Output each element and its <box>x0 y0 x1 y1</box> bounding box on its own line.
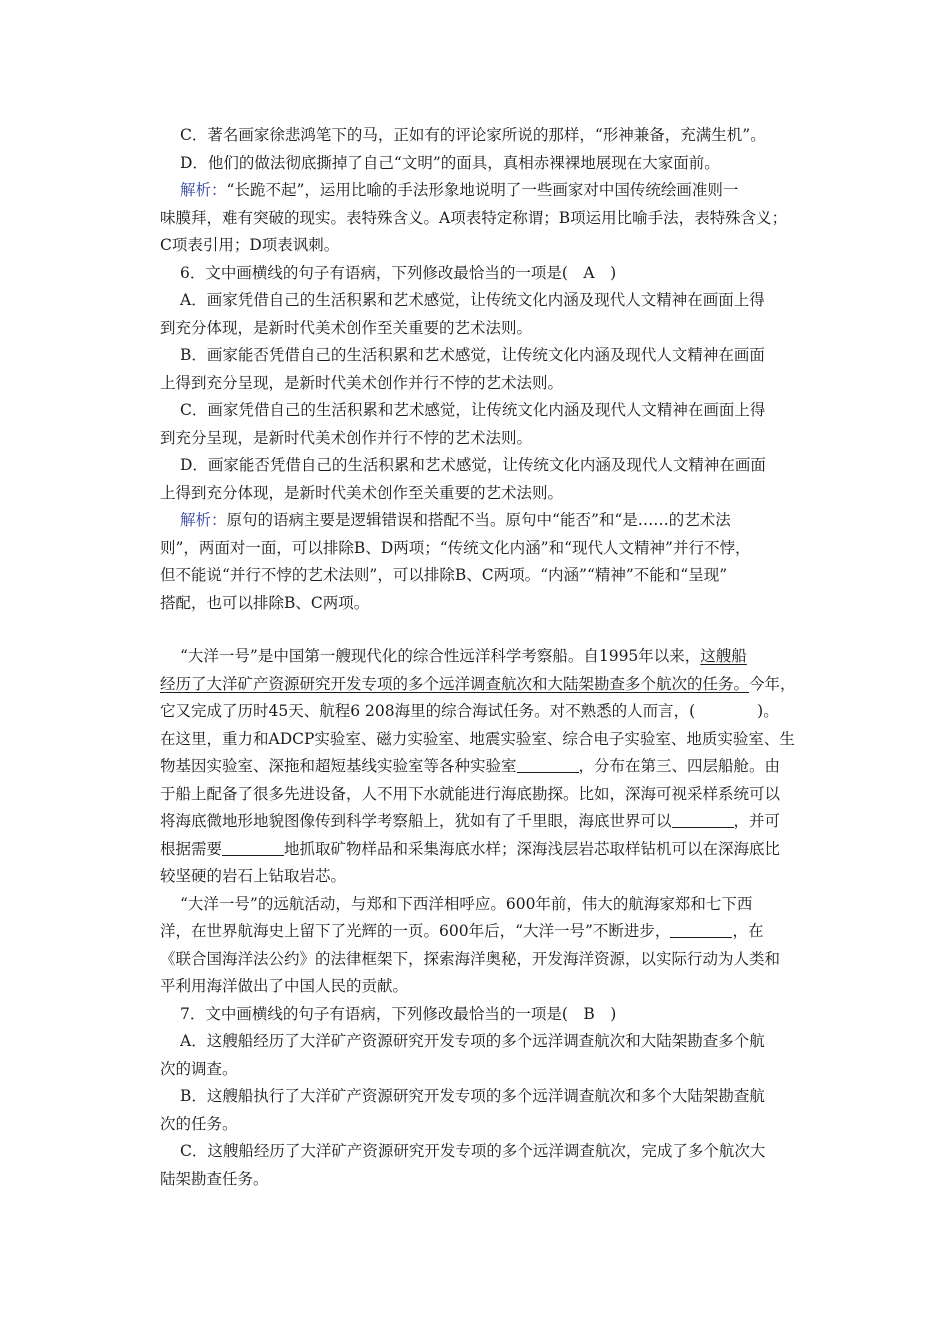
q6-option-a: A．画家凭借自己的生活积累和艺术感觉，让传统文化内涵及现代人文精神在画面上得 <box>180 291 765 309</box>
fill-blank <box>222 840 284 856</box>
q7-option-b: B．这艘船执行了大洋矿产资源研究开发专项的多个远洋调查航次和多个大陆架勘查航 <box>180 1087 765 1105</box>
q6-option-b-cont: 上得到充分呈现，是新时代美术创作并行不悖的艺术法则。 <box>160 373 564 392</box>
q6-analysis-line: 则”，两面对一面，可以排除B、D两项；“传统文化内涵”和“现代人文精神”并行不悖， <box>160 538 751 557</box>
q5-analysis-line: 解析：“长跪不起”，运用比喻的手法形象地说明了一些画家对中国传统绘画准则一 <box>180 181 739 199</box>
passage-line: 《联合国海洋法公约》的法律框架下，探索海洋奥秘，开发海洋资源，以实际行动为人类和 <box>160 949 781 968</box>
fill-blank <box>517 757 579 773</box>
q5-analysis-line: 味膜拜，难有突破的现实。表特殊含义。A项表特定称谓；B项运用比喻手法，表特殊含义； <box>160 208 788 227</box>
passage-line: “大洋一号”的远航活动，与郑和下西洋相呼应。600年前，伟大的航海家郑和七下西 <box>180 894 753 913</box>
fill-blank <box>672 812 734 828</box>
analysis-label: 解析： <box>180 181 227 199</box>
passage-line: 平利用海洋做出了中国人民的贡献。 <box>160 977 409 995</box>
q6-option-d-cont: 上得到充分体现，是新时代美术创作至关重要的艺术法则。 <box>160 483 564 502</box>
passage-line: “大洋一号”是中国第一艘现代化的综合性远洋科学考察船。自1995年以来，这艘船 <box>180 647 747 665</box>
passage-line: 在这里，重力和ADCP实验室、磁力实验室、地震实验室、综合电子实验室、地质实验室、生 <box>160 729 795 748</box>
underlined-sentence: 这艘船 <box>700 647 747 665</box>
section-gap <box>160 617 820 643</box>
document-body <box>160 122 820 1193</box>
passage-line: 经历了大洋矿产资源研究开发专项的多个远洋调查航次和大陆架勘查多个航次的任务。今年， <box>160 674 796 693</box>
fill-blank <box>670 922 732 938</box>
q6-option-c: C．画家凭借自己的生活积累和艺术感觉，让传统文化内涵及现代人文精神在画面上得 <box>180 401 766 419</box>
q5-option-c: C．著名画家徐悲鸿笔下的马，正如有的评论家所说的那样，“形神兼备，充满生机”。 <box>180 126 766 144</box>
q7-option-c-cont: 陆架勘查任务。 <box>160 1169 269 1188</box>
q6-option-b: B．画家能否凭借自己的生活积累和艺术感觉，让传统文化内涵及现代人文精神在画面 <box>180 346 765 364</box>
q6-option-c-cont: 到充分呈现，是新时代美术创作并行不悖的艺术法则。 <box>160 428 533 447</box>
q5-analysis-line: C项表引用；D项表讽刺。 <box>160 236 340 254</box>
q7-stem: 7．文中画横线的句子有语病，下列修改最恰当的一项是( B ) <box>180 1004 617 1023</box>
passage-line: 于船上配备了很多先进设备，人不用下水就能进行海底勘探。比如，深海可视采样系统可以 <box>160 784 781 803</box>
q7-option-c: C．这艘船经历了大洋矿产资源研究开发专项的多个远洋调查航次，完成了多个航次大 <box>180 1142 766 1160</box>
passage-line: 洋，在世界航海史上留下了光辉的一页。600年后，“大洋一号”不断进步， ，在 <box>160 922 764 940</box>
q6-option-a-cont: 到充分体现，是新时代美术创作至关重要的艺术法则。 <box>160 318 533 337</box>
passage-line: 将海底微地形地貌图像传到科学考察船上，犹如有了千里眼，海底世界可以 ，并可 <box>160 812 781 830</box>
passage-line: 根据需要 地抓取矿物样品和采集海底水样；深海浅层岩芯取样钻机可以在深海底比 <box>160 839 781 858</box>
q7-option-a: A．这艘船经历了大洋矿产资源研究开发专项的多个远洋调查航次和大陆架勘查多个航 <box>180 1032 765 1050</box>
q6-analysis-line: 但不能说“并行不悖的艺术法则”，可以排除B、C两项。“内涵”“精神”不能和“呈现” <box>160 566 728 584</box>
passage-line: 较坚硬的岩石上钻取岩芯。 <box>160 867 347 885</box>
passage-line: 它又完成了历时45天、航程6 208海里的综合海试任务。对不熟悉的人而言，( )。 <box>160 702 779 720</box>
q7-option-b-cont: 次的任务。 <box>160 1114 238 1133</box>
q6-analysis-line: 解析：原句的语病主要是逻辑错误和搭配不当。原句中“能否”和“是……的艺术法 <box>180 511 731 529</box>
passage-line: 物基因实验室、深拖和超短基线实验室等各种实验室 ，分布在第三、四层船舱。由 <box>160 757 781 775</box>
q6-option-d: D．画家能否凭借自己的生活积累和艺术感觉，让传统文化内涵及现代人文精神在画面 <box>180 456 766 474</box>
underlined-sentence: 经历了大洋矿产资源研究开发专项的多个远洋调查航次和大陆架勘查多个航次的任务。 <box>160 674 750 693</box>
analysis-label: 解析： <box>180 511 227 529</box>
q7-option-a-cont: 次的调查。 <box>160 1059 238 1078</box>
q6-analysis-line: 搭配，也可以排除B、C两项。 <box>160 593 370 612</box>
q6-stem: 6．文中画横线的句子有语病，下列修改最恰当的一项是( A ) <box>180 263 617 282</box>
q5-option-d: D．他们的做法彻底撕掉了自己“文明”的面具，真相赤裸裸地展现在大家面前。 <box>180 153 720 172</box>
